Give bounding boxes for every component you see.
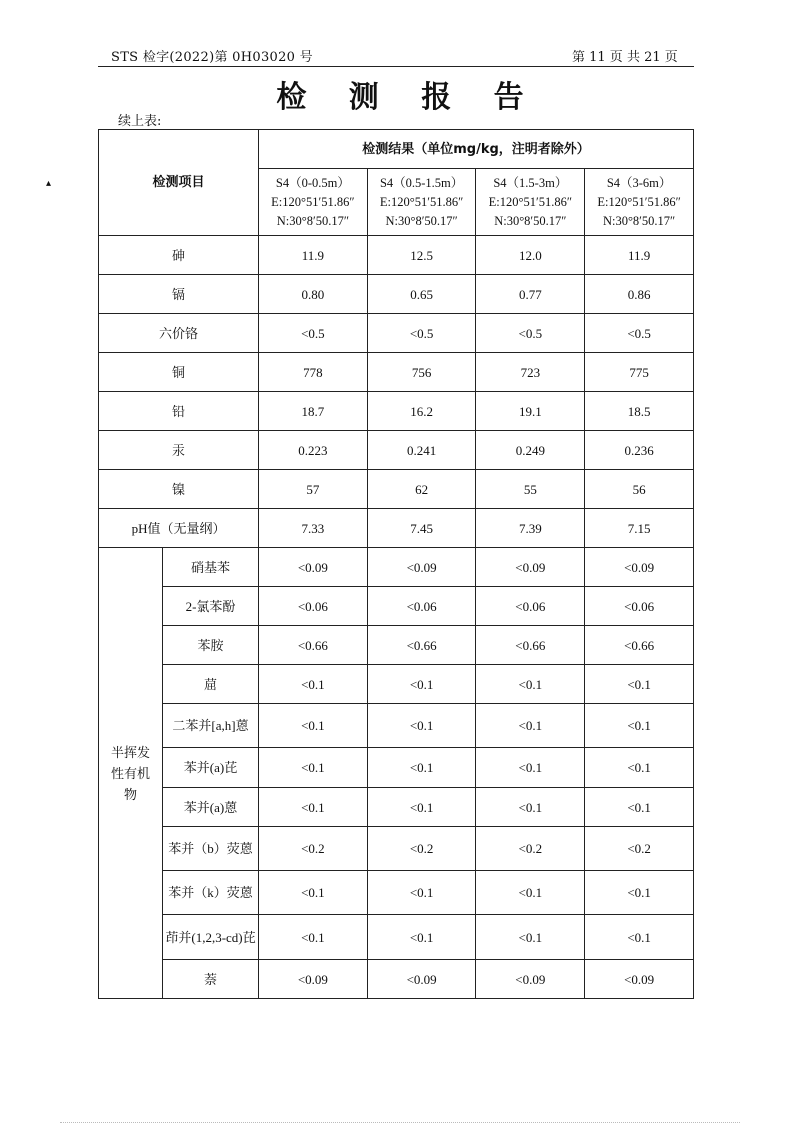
result-value: <0.1 [259,788,368,827]
result-value: <0.1 [476,915,585,960]
item-name: 六价铬 [99,314,259,353]
site-header [476,169,585,236]
result-value: 0.86 [585,275,694,314]
table-row [99,509,694,548]
result-value: 19.1 [476,392,585,431]
item-name: 铅 [99,392,259,431]
table-row [99,827,694,871]
result-value: <0.66 [585,626,694,665]
table-row [99,704,694,748]
item-name: 砷 [99,236,259,275]
result-value: <0.09 [259,960,368,999]
table-row [99,236,694,275]
result-value: <0.66 [367,626,476,665]
result-value: 0.77 [476,275,585,314]
result-value: <0.06 [367,587,476,626]
item-name: 䓛 [163,665,259,704]
result-value: 11.9 [585,236,694,275]
result-value: <0.1 [585,665,694,704]
result-value: 57 [259,470,368,509]
item-name: 二苯并[a,h]蒽 [163,704,259,748]
result-value: <0.06 [259,587,368,626]
result-value: <0.5 [476,314,585,353]
result-value: 12.0 [476,236,585,275]
table-row [99,548,694,587]
result-value: 0.236 [585,431,694,470]
item-name: 镉 [99,275,259,314]
site-header [585,169,694,236]
item-name: pH值（无量纲） [99,509,259,548]
result-value: <0.09 [259,548,368,587]
result-value: <0.1 [585,748,694,788]
result-value: 0.65 [367,275,476,314]
continued-label: 续上表: [118,114,162,129]
result-value: 62 [367,470,476,509]
item-name: 苯并(a)蒽 [163,788,259,827]
result-value: 778 [259,353,368,392]
result-value: 7.15 [585,509,694,548]
site-name: S4（3-6m） [606,175,672,190]
result-value: 0.80 [259,275,368,314]
site-east: E:120°51′51.86″ [271,194,355,209]
result-value: 775 [585,353,694,392]
site-north: N:30°8′50.17″ [602,213,676,228]
item-name: 硝基苯 [163,548,259,587]
result-value: <0.1 [367,915,476,960]
table-row [99,915,694,960]
results-table [98,129,694,999]
item-name: 铜 [99,353,259,392]
bullet-mark: ▴ [46,178,52,189]
item-name: 萘 [163,960,259,999]
result-value: <0.2 [259,827,368,871]
result-value: <0.1 [259,748,368,788]
result-value: <0.1 [259,871,368,915]
site-east: E:120°51′51.86″ [379,194,464,209]
result-value: <0.1 [585,788,694,827]
result-value: <0.09 [585,548,694,587]
result-value: <0.1 [585,871,694,915]
result-value: 18.5 [585,392,694,431]
header-rule [98,66,694,67]
result-value: 0.249 [476,431,585,470]
site-east: E:120°51′51.86″ [597,194,681,209]
item-header: 检测项目 [99,130,259,236]
result-value: 16.2 [367,392,476,431]
result-value: <0.06 [476,587,585,626]
result-value: <0.1 [476,788,585,827]
table-row [99,960,694,999]
site-east: E:120°51′51.86″ [488,194,573,209]
result-value: <0.1 [367,665,476,704]
item-name: 苯并（b）荧蒽 [163,827,259,871]
result-value: <0.1 [259,665,368,704]
result-value: 7.45 [367,509,476,548]
result-value: <0.1 [367,704,476,748]
result-value: <0.66 [476,626,585,665]
site-header [259,169,368,236]
result-value: <0.1 [367,748,476,788]
report-number: STS 检字(2022)第 0H03020 号 [111,50,313,65]
table-row [99,788,694,827]
result-value: <0.09 [585,960,694,999]
table-row [99,470,694,509]
result-value: <0.66 [259,626,368,665]
result-value: <0.09 [367,960,476,999]
result-value: <0.2 [585,827,694,871]
site-name: S4（1.5-3m） [493,175,568,190]
table-row [99,748,694,788]
result-value: <0.1 [476,871,585,915]
result-value: <0.2 [367,827,476,871]
site-north: N:30°8′50.17″ [385,213,458,228]
result-value: <0.09 [476,960,585,999]
result-value: 11.9 [259,236,368,275]
site-north: N:30°8′50.17″ [494,213,567,228]
table-row [99,431,694,470]
result-value: <0.09 [367,548,476,587]
table-row [99,275,694,314]
result-value: <0.06 [585,587,694,626]
result-value: <0.5 [367,314,476,353]
result-value: <0.09 [476,548,585,587]
table-row [99,871,694,915]
table-row [99,353,694,392]
result-value: <0.1 [259,915,368,960]
result-value: <0.1 [259,704,368,748]
result-header: 检测结果（单位mg/kg，注明者除外） [259,130,694,169]
table-row [99,626,694,665]
table-row [99,314,694,353]
result-value: <0.1 [367,871,476,915]
table-row [99,665,694,704]
table-row [99,587,694,626]
result-value: <0.5 [585,314,694,353]
item-name: 苯胺 [163,626,259,665]
site-header [367,169,476,236]
result-value: 7.39 [476,509,585,548]
result-value: <0.1 [476,704,585,748]
result-value: <0.1 [476,748,585,788]
result-value: 0.241 [367,431,476,470]
report-title: 检 测 报 告 [276,80,540,115]
group-label: 半挥发性有机物 [99,548,163,999]
result-value: 756 [367,353,476,392]
site-name: S4（0-0.5m） [275,175,350,190]
result-value: <0.1 [585,915,694,960]
item-name: 苯并(a)芘 [163,748,259,788]
item-name: 镍 [99,470,259,509]
result-value: <0.1 [476,665,585,704]
result-value: 18.7 [259,392,368,431]
result-value: 0.223 [259,431,368,470]
result-value: <0.1 [367,788,476,827]
result-value: <0.5 [259,314,368,353]
result-value: 12.5 [367,236,476,275]
item-name: 苯并（k）荧蒽 [163,871,259,915]
page-info: 第 11 页 共 21 页 [572,50,678,65]
site-name: S4（0.5-1.5m） [379,175,464,190]
result-value: <0.1 [585,704,694,748]
result-value: 7.33 [259,509,368,548]
site-north: N:30°8′50.17″ [276,213,350,228]
scan-noise [60,1122,740,1125]
table-row [99,392,694,431]
result-value: 56 [585,470,694,509]
item-name: 茚并(1,2,3-cd)芘 [163,915,259,960]
result-value: 55 [476,470,585,509]
item-name: 汞 [99,431,259,470]
item-name: 2-氯苯酚 [163,587,259,626]
result-value: 723 [476,353,585,392]
result-value: <0.2 [476,827,585,871]
